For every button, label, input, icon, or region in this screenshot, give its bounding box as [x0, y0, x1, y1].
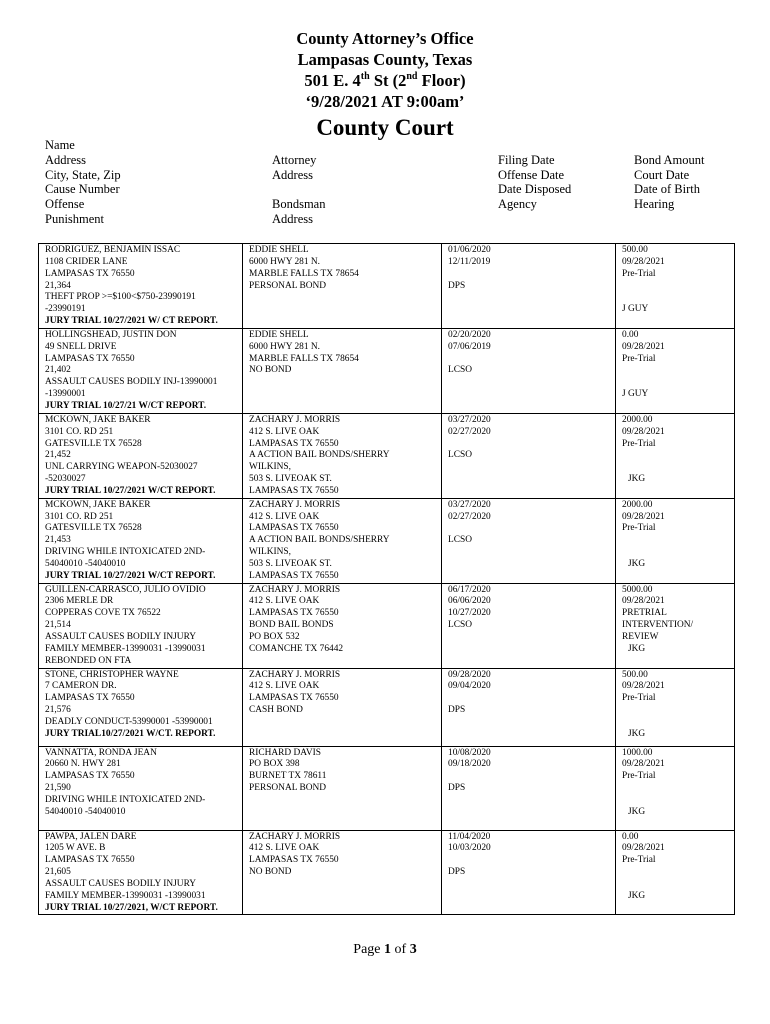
- cell-line: LCSO: [448, 365, 472, 376]
- cell-line: LAMPASAS TX 76550: [249, 570, 339, 581]
- cell-line: 12/11/2019: [448, 256, 491, 267]
- cell-line: MARBLE FALLS TX 78654: [249, 268, 359, 279]
- jury-trial-note: JURY TRIAL 10/27/2021 W/CT REPORT.: [45, 570, 216, 581]
- cell-line: LAMPASAS TX 76550: [249, 693, 339, 704]
- cell-line: 09/28/2021: [622, 681, 665, 692]
- cell-line: 500.00: [622, 669, 648, 680]
- dates-cell: [442, 830, 616, 915]
- cell-line: -23990191: [45, 304, 86, 315]
- jury-trial-note: JURY TRIAL 10/27/2021 W/ CT REPORT.: [45, 316, 218, 327]
- cell-line: LAMPASAS TX 76550: [45, 353, 135, 364]
- cell-line: 1108 CRIDER LANE: [45, 256, 128, 267]
- cell-line: 11/04/2020: [448, 831, 491, 842]
- cell-line: LAMPASAS TX 76550: [249, 438, 339, 449]
- cell-line: NO BOND: [249, 867, 292, 878]
- bond-cell: [616, 583, 735, 668]
- cell-line: 503 S. LIVEOAK ST.: [249, 558, 332, 569]
- cell-line: MCKOWN, JAKE BAKER: [45, 499, 151, 510]
- cell-line: 5000.00: [622, 584, 653, 595]
- cell-line: ZACHARY J. MORRIS: [249, 669, 341, 680]
- cell-line: 09/28/2021: [622, 426, 665, 437]
- cell-line: 09/28/2021: [622, 843, 665, 854]
- cell-line: 21,576: [45, 705, 71, 716]
- cell-line: 1205 W AVE. B: [45, 843, 106, 854]
- cell-line: 412 S. LIVE OAK: [249, 681, 320, 692]
- case-row: [39, 746, 735, 830]
- attorney-cell: [243, 328, 442, 413]
- cell-line: 21,514: [45, 620, 71, 631]
- cell-line: Pre-Trial: [622, 353, 656, 364]
- cell-line: ZACHARY J. MORRIS: [249, 831, 341, 842]
- dates-cell: [442, 746, 616, 830]
- cell-line: DEADLY CONDUCT-53990001 -53990001: [45, 716, 213, 727]
- cell-line: DPS: [448, 705, 466, 716]
- cell-line: Pre-Trial: [622, 693, 656, 704]
- dates-cell: [442, 244, 616, 329]
- judge-initials: JKG: [628, 474, 646, 485]
- cell-line: LCSO: [448, 620, 472, 631]
- cell-line: 10/03/2020: [448, 843, 491, 854]
- column-legend: [45, 138, 735, 230]
- cell-line: 3101 CO. RD 251: [45, 511, 114, 522]
- cell-line: 6000 HWY 281 N.: [249, 341, 320, 352]
- cell-line: PRETRIAL: [622, 608, 667, 619]
- cell-line: [448, 439, 612, 451]
- bond-cell: [616, 413, 735, 498]
- cell-line: [448, 523, 612, 535]
- cell-line: 09/28/2021: [622, 256, 665, 267]
- judge-initials: J GUY: [622, 389, 649, 400]
- cell-line: FAMILY MEMBER-13990031 -13990031: [45, 643, 206, 654]
- cell-line: DRIVING WHILE INTOXICATED 2ND-: [45, 794, 206, 805]
- cell-line: DPS: [448, 783, 466, 794]
- cell-line: [448, 354, 612, 366]
- defendant-cell: [39, 413, 243, 498]
- cell-line: UNL CARRYING WEAPON-52030027: [45, 462, 198, 473]
- cell-line: 03/27/2020: [448, 414, 491, 425]
- office-address: 501 E. 4th St (2nd Floor): [304, 70, 466, 90]
- cell-line: 21,402: [45, 365, 71, 376]
- cell-line: 54040010 -54040010: [45, 558, 126, 569]
- cell-line: Pre-Trial: [622, 438, 656, 449]
- cell-line: COMANCHE TX 76442: [249, 643, 344, 654]
- cell-line: COPPERAS COVE TX 76522: [45, 608, 161, 619]
- judge-initials: JKG: [628, 890, 646, 901]
- cell-line: LAMPASAS TX 76550: [45, 771, 135, 782]
- cell-line: 412 S. LIVE OAK: [249, 426, 320, 437]
- bond-cell: [616, 244, 735, 329]
- cell-line: STONE, CHRISTOPHER WAYNE: [45, 669, 179, 680]
- cell-line: NO BOND: [249, 365, 292, 376]
- cell-line: 03/27/2020: [448, 499, 491, 510]
- cell-line: INTERVENTION/: [622, 620, 694, 631]
- cell-line: THEFT PROP >=$100<$750-23990191: [45, 292, 196, 303]
- attorney-cell: [243, 668, 442, 746]
- cell-line: 412 S. LIVE OAK: [249, 843, 320, 854]
- cell-line: REBONDED ON FTA: [45, 655, 132, 666]
- cell-line: PERSONAL BOND: [249, 280, 327, 291]
- defendant-cell: [39, 498, 243, 583]
- cell-line: EDDIE SHELL: [249, 329, 309, 340]
- cell-line: 412 S. LIVE OAK: [249, 596, 320, 607]
- defendant-cell: [39, 244, 243, 329]
- cell-line: REVIEW: [622, 632, 659, 642]
- cell-line: RICHARD DAVIS: [249, 747, 321, 758]
- cell-line: MCKOWN, JAKE BAKER: [45, 414, 151, 425]
- jury-trial-note: JURY TRIAL10/27/2021 W/CT. REPORT.: [45, 728, 216, 739]
- cell-line: 503 S. LIVEOAK ST.: [249, 474, 332, 485]
- attorney-cell: [243, 746, 442, 830]
- cell-line: 21,590: [45, 783, 71, 794]
- attorney-cell: [243, 498, 442, 583]
- cell-line: LCSO: [448, 450, 472, 461]
- cell-line: 500.00: [622, 245, 648, 255]
- cell-line: A ACTION BAIL BONDS/SHERRY: [249, 450, 390, 461]
- cell-line: -13990001: [45, 389, 86, 400]
- dates-cell: [442, 328, 616, 413]
- cell-line: -52030027: [45, 474, 86, 485]
- cell-line: BURNET TX 78611: [249, 771, 327, 782]
- cell-line: 09/04/2020: [448, 681, 491, 692]
- cell-line: 01/06/2020: [448, 245, 491, 255]
- judge-initials: JKG: [628, 806, 646, 817]
- cell-line: BOND BAIL BONDS: [249, 620, 334, 631]
- docket-datetime: ‘9/28/2021 AT 9:00am’: [305, 92, 465, 111]
- cell-line: 06/06/2020: [448, 596, 491, 607]
- case-row: [39, 328, 735, 413]
- cell-line: LCSO: [448, 535, 472, 546]
- cell-line: 49 SNELL DRIVE: [45, 341, 117, 352]
- cell-line: Pre-Trial: [622, 855, 656, 866]
- bond-cell: [616, 498, 735, 583]
- cell-line: GATESVILLE TX 76528: [45, 438, 142, 449]
- cell-line: 02/20/2020: [448, 329, 491, 340]
- cell-line: 02/27/2020: [448, 426, 491, 437]
- cell-line: ASSAULT CAUSES BODILY INJURY: [45, 632, 197, 642]
- cell-line: GATESVILLE TX 76528: [45, 523, 142, 534]
- dates-cell: [442, 668, 616, 746]
- cell-line: 06/17/2020: [448, 584, 491, 595]
- cell-line: 412 S. LIVE OAK: [249, 511, 320, 522]
- cell-line: [448, 693, 612, 705]
- jury-trial-note: JURY TRIAL 10/27/21 W/CT REPORT.: [45, 400, 207, 411]
- cell-line: WILKINS,: [249, 547, 291, 558]
- case-row: [39, 244, 735, 329]
- jury-trial-note: JURY TRIAL 10/27/2021 W/CT REPORT.: [45, 485, 216, 496]
- cell-line: LAMPASAS TX 76550: [45, 693, 135, 704]
- cell-line: Pre-Trial: [622, 523, 656, 534]
- cell-line: CASH BOND: [249, 705, 303, 716]
- cell-line: ZACHARY J. MORRIS: [249, 499, 341, 510]
- attorney-cell: [243, 413, 442, 498]
- dates-cell: [442, 498, 616, 583]
- cell-line: 1000.00: [622, 747, 653, 758]
- defendant-cell: [39, 668, 243, 746]
- case-row: [39, 668, 735, 746]
- cell-line: 2000.00: [622, 414, 653, 425]
- judge-initials: J GUY: [622, 304, 649, 315]
- attorney-cell: [243, 830, 442, 915]
- cell-line: Pre-Trial: [622, 268, 656, 279]
- cell-line: 09/18/2020: [448, 759, 491, 770]
- cell-line: 2000.00: [622, 499, 653, 510]
- cell-line: PERSONAL BOND: [249, 783, 327, 794]
- cell-line: PO BOX 398: [249, 759, 300, 770]
- cell-line: 20660 N. HWY 281: [45, 759, 121, 770]
- cell-line: DPS: [448, 867, 466, 878]
- case-row: [39, 583, 735, 668]
- attorney-cell: [243, 583, 442, 668]
- judge-initials: JKG: [628, 728, 646, 739]
- cell-line: ASSAULT CAUSES BODILY INJURY: [45, 878, 197, 889]
- bond-cell: [616, 830, 735, 915]
- cell-line: 09/28/2021: [622, 596, 665, 607]
- page-footer: Page 1 of 3: [353, 942, 417, 957]
- cell-line: [448, 855, 612, 867]
- cell-line: 02/27/2020: [448, 511, 491, 522]
- cell-line: LAMPASAS TX 76550: [249, 855, 339, 866]
- cell-line: LAMPASAS TX 76550: [249, 523, 339, 534]
- court-title: County Court: [316, 115, 454, 140]
- cell-line: [448, 771, 612, 783]
- judge-initials: JKG: [628, 558, 646, 569]
- cell-line: 6000 HWY 281 N.: [249, 256, 320, 267]
- cell-line: ZACHARY J. MORRIS: [249, 584, 341, 595]
- cell-line: LAMPASAS TX 76550: [45, 268, 135, 279]
- legend-dates: Filing Date Offense Date Date Disposed Agency: [498, 152, 572, 212]
- cell-line: 0.00: [622, 831, 639, 842]
- cell-line: LAMPASAS TX 76550: [45, 855, 135, 866]
- cell-line: WILKINS,: [249, 462, 291, 473]
- cell-line: ZACHARY J. MORRIS: [249, 414, 341, 425]
- cases-table: [38, 243, 735, 915]
- legend-bond: Bond Amount Court Date Date of Birth Hearing: [634, 152, 705, 212]
- cell-line: 09/28/2021: [622, 759, 665, 770]
- cell-line: VANNATTA, RONDA JEAN: [45, 747, 157, 758]
- cell-line: HOLLINGSHEAD, JUSTIN DON: [45, 329, 177, 340]
- document-header: [0, 28, 770, 143]
- bond-cell: [616, 746, 735, 830]
- cell-line: PO BOX 532: [249, 632, 300, 642]
- legend-defendant: Name Address City, State, Zip Cause Number Offense Punishment: [45, 138, 121, 226]
- attorney-cell: [243, 244, 442, 329]
- bond-cell: [616, 668, 735, 746]
- legend-attorney: Attorney Address Bondsman Address: [272, 152, 326, 226]
- cell-line: LAMPASAS TX 76550: [249, 485, 339, 496]
- cell-line: DRIVING WHILE INTOXICATED 2ND-: [45, 547, 206, 558]
- case-row: [39, 830, 735, 915]
- cell-line: FAMILY MEMBER-13990031 -13990031: [45, 890, 206, 901]
- cell-line: LAMPASAS TX 76550: [249, 608, 339, 619]
- defendant-cell: [39, 830, 243, 915]
- cell-line: 21,452: [45, 450, 71, 461]
- dates-cell: [442, 583, 616, 668]
- cell-line: EDDIE SHELL: [249, 245, 309, 255]
- case-row: [39, 498, 735, 583]
- cell-line: Pre-Trial: [622, 771, 656, 782]
- cell-line: 10/08/2020: [448, 747, 491, 758]
- case-row: [39, 413, 735, 498]
- cell-line: A ACTION BAIL BONDS/SHERRY: [249, 535, 390, 546]
- cell-line: 07/06/2019: [448, 341, 491, 352]
- cell-line: ASSAULT CAUSES BODILY INJ-13990001: [45, 377, 218, 388]
- jury-trial-note: JURY TRIAL 10/27/2021, W/CT REPORT.: [45, 902, 218, 913]
- cell-line: 2306 MERLE DR: [45, 596, 114, 607]
- cell-line: [448, 269, 612, 281]
- bond-cell: [616, 328, 735, 413]
- cell-line: DPS: [448, 280, 466, 291]
- cell-line: MARBLE FALLS TX 78654: [249, 353, 359, 364]
- cell-line: 21,453: [45, 535, 71, 546]
- defendant-cell: [39, 746, 243, 830]
- cell-line: 09/28/2021: [622, 341, 665, 352]
- county-name: Lampasas County, Texas: [297, 50, 473, 69]
- cell-line: 3101 CO. RD 251: [45, 426, 114, 437]
- defendant-cell: [39, 583, 243, 668]
- cell-line: 54040010 -54040010: [45, 806, 126, 817]
- cell-line: 09/28/2021: [622, 511, 665, 522]
- cell-line: RODRIGUEZ, BENJAMIN ISSAC: [45, 245, 181, 255]
- judge-initials: JKG: [628, 643, 646, 654]
- defendant-cell: [39, 328, 243, 413]
- cell-line: 21,605: [45, 867, 71, 878]
- cell-line: 0.00: [622, 329, 639, 340]
- cell-line: PAWPA, JALEN DARE: [45, 831, 137, 842]
- cell-line: 7 CAMERON DR.: [45, 681, 117, 692]
- cell-line: 21,364: [45, 280, 71, 291]
- dates-cell: [442, 413, 616, 498]
- cell-line: GUILLEN-CARRASCO, JULIO OVIDIO: [45, 584, 206, 595]
- cell-line: 09/28/2020: [448, 669, 491, 680]
- cell-line: 10/27/2020: [448, 608, 491, 619]
- office-name: County Attorney’s Office: [296, 29, 474, 48]
